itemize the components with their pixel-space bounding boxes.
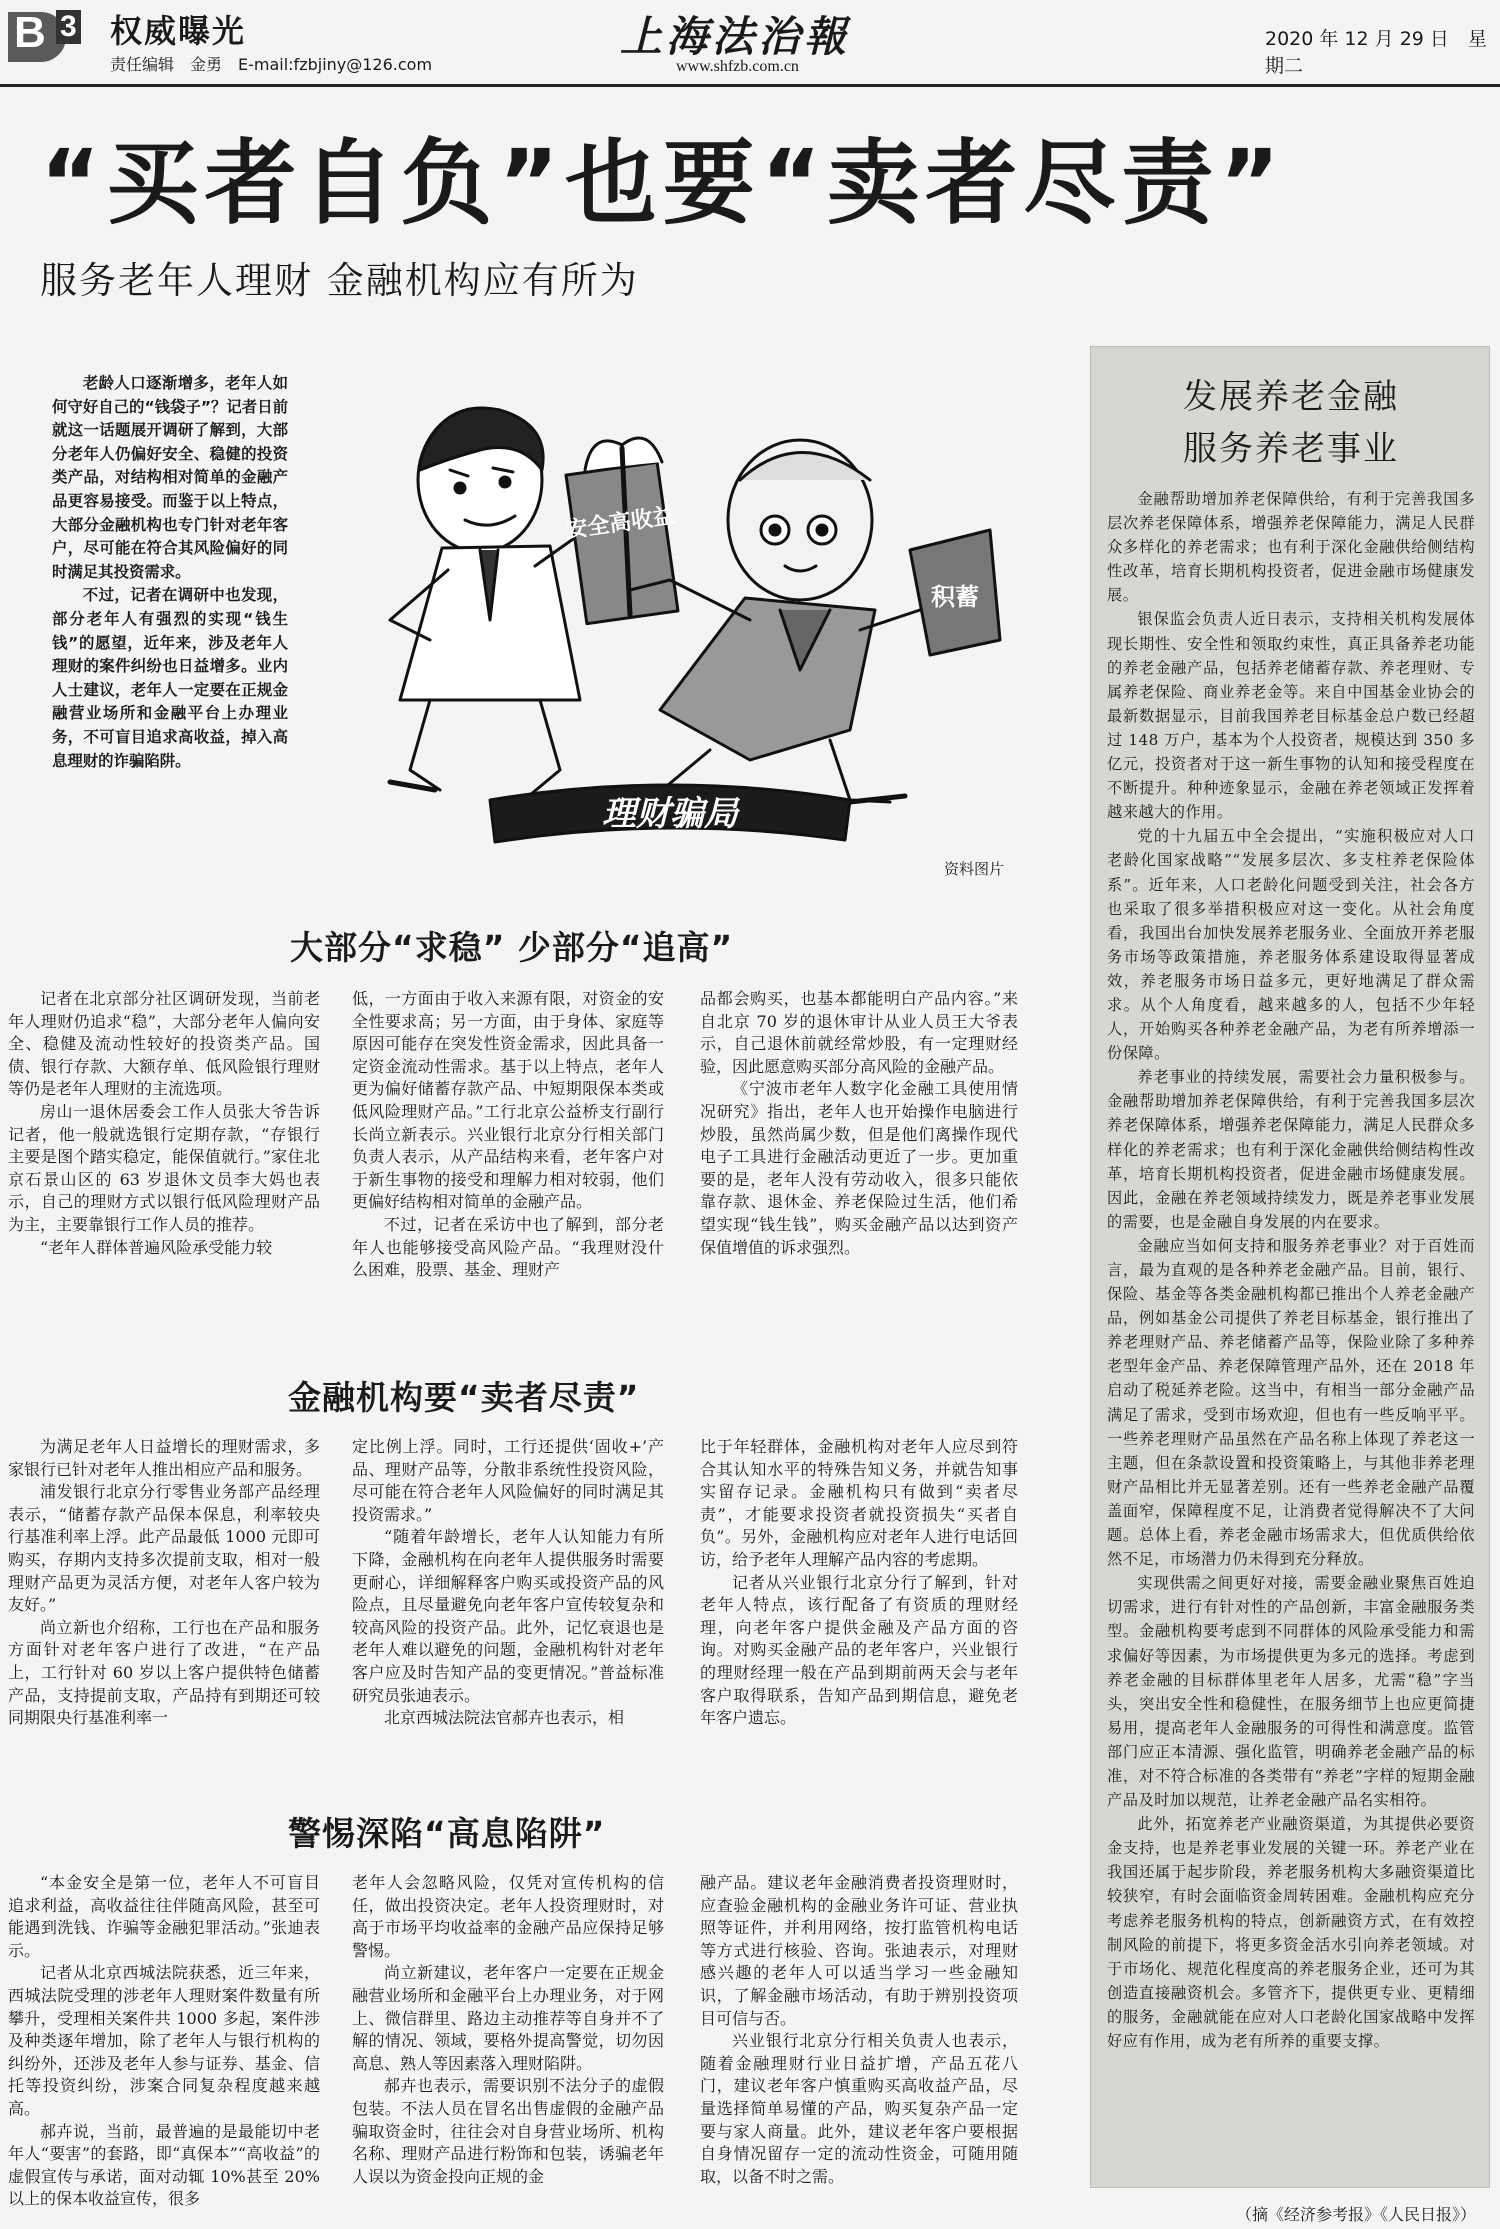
issue-date: 2020 年 12 月 29 日 星期二 [1265, 28, 1487, 77]
sidebar-body [1107, 487, 1475, 2177]
article-column [352, 988, 664, 1318]
article-column [8, 1436, 320, 1780]
section-title: 权威曝光 [110, 12, 247, 50]
body-paragraph: 低，一方面由于收入来源有限，对资金的安全性要求高；另一方面，由于身体、家庭等原因可能存在突发性资金需求，因此具备一定资金流动性需求。基于以上特点，老年人更为偏好储蓄存款产品、中短期限保本类或低风险理财产品。”工行北京公益桥支行副行长尚立新表示。兴业银行北京分行相关部门负责人表示，从产品结构来看，老年客户对于新生事物的接受和理解力相对较弱，他们更偏好结构相对简单的金融产品。 [352, 989, 664, 1212]
editor-line: 责任编辑 金勇 E-mail:fzbjiny@126.com [110, 55, 433, 74]
sidebar-title-line: 发展养老金融 [1183, 377, 1399, 417]
sidebar-paragraph: 金融帮助增加养老保障供给，有利于完善我国多层次养老保障体系，增强养老保障能力，满足人民群众多样化的养老需求；也有利于深化金融供给侧结构性改革，培育长期机构投资者，促进金融市场健康发展。 [1107, 490, 1475, 605]
article-column [700, 1436, 1018, 1780]
section-heading: 金融机构要“卖者尽责” [288, 1378, 640, 1417]
body-paragraph: “本金安全是第一位，老年人不可盲目追求利益，高收益往往伴随高风险，甚至可能遇到洗钱、诈骗等金融犯罪活动。”张迪表示。 [8, 1873, 320, 1960]
body-paragraph: 定比例上浮。同时，工行还提供‘固收+’产品、理财产品等，分散非系统性投资风险，尽可能在符合老年人风险偏好的同时满足其投资需求。” [352, 1437, 664, 1524]
body-paragraph: 融产品。建议老年金融消费者投资理财时，应查验金融机构的金融业务许可证、营业执照等证件，并利用网络，按打监管机构电话等方式进行核验、咨询。张迪表示，对理财感兴趣的老年人可以适当学习一些金融知识，了解金融市场活动，有助于辨别投资项目可信与否。 [700, 1873, 1018, 2028]
body-paragraph: 老年人会忽略风险，仅凭对宣传机构的信任，做出投资决定。老年人投资理财时，对高于市场平均收益率的金融产品应保持足够警惕。 [352, 1873, 664, 1960]
body-paragraph: 浦发银行北京分行零售业务部产品经理表示，“储蓄存款产品保本保息，利率较央行基准利率上浮。此产品最低 1000 元即可购买，存期内支持多次提前支取，相对一般理财产品更为灵活方便，对老年人客户较为友好。” [8, 1482, 320, 1615]
body-paragraph: 兴业银行北京分行相关负责人也表示，随着金融理财行业日益扩增，产品五花八门，建议老年客户慎重购买高收益产品，尽量选择简单易懂的产品，购买复杂产品一定要与家人商量。此外，建议老年客户要根据自身情况留存一定的流动性资金，可随用随取，以备不时之需。 [700, 2031, 1018, 2186]
body-paragraph: 比于年轻群体，金融机构对老年人应尽到符合其认知水平的特殊告知义务，并就告知事实留存记录。金融机构只有做到“卖者尽责”，才能要求投资者就投资损失“买者自负”。另外，金融机构应对老年人进行电话回访，给予老年人理解产品内容的考虑期。 [700, 1437, 1018, 1569]
page-number-badge [8, 4, 98, 60]
intro-text [52, 372, 288, 773]
sidebar-paragraph: 银保监会负责人近日表示，支持相关机构发展体现长期性、安全性和领取约束性，真正具备养老功能的养老金融产品，包括养老储蓄存款、养老理财、专属养老保险、商业养老金等。来自中国基金业协会的最新数据显示，目前我国养老目标基金总户数已经超过 148 万户，基本为个人投资者，规模达到 350 多亿元，投资者对于这一新生事物的认知和接受程度在不断提升。种种迹象显示，金融在养老领域正发挥着越来越大的作用。 [1107, 610, 1475, 822]
subheadline: 服务老年人理财 金融机构应有所为 [40, 259, 639, 302]
sidebar-paragraph: 党的十九届五中全会提出，“实施积极应对人口老龄化国家战略”“发展多层次、多支柱养老保险体系”。近年来，人口老龄化问题受到关注，社会各方也采取了很多举措积极应对这一变化。从社会角度看，我国出台加快发展养老服务业、全面放开养老服务市场等政策措施，养老服务体系建设取得显著成效，养老服务市场日益多元，更好地满足了群众需求。从个人角度看，越来越多的人，包括不少年轻人，开始购买各种养老金融产品，为老有所养增添一份保障。 [1107, 827, 1475, 1063]
newspaper-name: 上海法治報 [620, 12, 851, 61]
body-paragraph: 不过，记者在采访中也了解到，部分老年人也能够接受高风险产品。“我理财没什么困难，股票、基金、理财产 [352, 1214, 664, 1280]
body-paragraph: “随着年龄增长，老年人认知能力有所下降，金融机构在向老年人提供服务时需要更耐心，详细解释客户购买或投资产品的风险点，且尽量避免向老年客户宣传较复杂和较高风险的投资产品。此外，记忆衰退也是老年人难以避免的问题，金融机构针对老年客户应及时告知产品的变更情况。”普益标准研究员张迪表示。 [352, 1527, 664, 1705]
cartoon-illustration [330, 370, 1020, 850]
body-paragraph: “老年人群体普遍风险承受能力较 [40, 1237, 273, 1257]
body-paragraph: 为满足老年人日益增长的理财需求，多家银行已针对老年人推出相应产品和服务。 [8, 1437, 320, 1479]
banner-label: 理财骗局 [602, 794, 738, 834]
article-column [352, 1436, 664, 1780]
sidebar-title-line: 服务养老事业 [1183, 429, 1399, 469]
newspaper-url[interactable]: www.shfzb.com.cn [676, 58, 799, 75]
article-column [700, 1872, 1018, 2224]
page-number: 3 [56, 10, 81, 44]
sidebar-paragraph: 此外，拓宽养老产业融资渠道，为其提供必要资金支持，也是养老事业发展的关键一环。养老产业在我国还属于起步阶段，养老服务机构大多融资渠道比较狭窄，有时会面临资金周转困难。金融机构应充分考虑养老服务机构的特点，创新融资方式，在有效控制风险的前提下，将更多资金活水引向养老领域。对于市场化、规范化程度高的养老服务企业，还可为其创造直接融资机会。多管齐下，提供更专业、更精细的服务，金融就能在应对人口老龄化国家战略中发挥好应有作用，成为老有所养的重要支撑。 [1107, 1815, 1475, 2050]
article-column [700, 988, 1018, 1318]
image-caption: 资料图片 [944, 860, 1005, 878]
box-label: 安全高收益 [564, 503, 677, 544]
body-paragraph: 尚立新也介绍称，工行也在产品和服务方面针对老年客户进行了改进，“在产品上，工行针对 60 岁以上客户提供特色储蓄产品，支持提前支取，产品持有到期还可较同期限央行基准利率一 [8, 1617, 320, 1728]
body-paragraph: 尚立新建议，老年客户一定要在正规金融营业场所和金融平台上办理业务，对于网上、微信群里、路边主动推荐等自身并不了解的情况、领域，要格外提高警觉，切勿因高息、熟人等因素落入理财陷阱。 [352, 1963, 664, 2073]
article-column [8, 1872, 320, 2224]
body-paragraph: 房山一退休居委会工作人员张大爷告诉记者，他一般就选银行定期存款，“存银行主要是图个踏实稳定，能保值就行。”家住北京石景山区的 63 岁退休文员李大妈也表示，自己的理财方式以银行低风险理财产品为主，主要靠银行工作人员的推荐。 [8, 1101, 320, 1234]
section-heading: 警惕深陷“高息陷阱” [288, 1814, 606, 1853]
sidebar-commentary [1090, 346, 1490, 2188]
article-column [8, 988, 320, 1318]
headline: “买者自负”也要“卖者尽责” [40, 130, 1286, 237]
article-column [352, 1872, 664, 2224]
body-paragraph: 记者从兴业银行北京分行了解到，针对老年人特点，该行配备了有资质的理财经理，向老年客户提供金融及产品方面的咨询。对购买金融产品的老年客户，兴业银行的理财经理一般在产品到期前两天会与老年客户取得联系，告知产品到期信息，避免老年客户遗忘。 [700, 1572, 1018, 1728]
page-letter: B [14, 8, 46, 57]
jar-label: 积蓄 [931, 583, 979, 611]
body-paragraph: 记者从北京西城法院获悉，近三年来，西城法院受理的涉老年人理财案件数量有所攀升，受理相关案件共 1000 多起，案件涉及种类逐年增加，除了老年人与银行机构的纠纷外，还涉及老年人参与证券、基金、信托等投资纠纷，涉案合同复杂程度越来越高。 [8, 1963, 320, 2118]
masthead-rule [0, 84, 1500, 87]
intro-paragraph: 不过，记者在调研中也发现，部分老年人有强烈的实现“钱生钱”的愿望，近年来，涉及老年人理财的案件纠纷也日益增多。业内人士建议，老年人一定要在正规金融营业场所和金融平台上办理业务，不可盲目追求高收益，掉入高息理财的诈骗陷阱。 [52, 586, 288, 770]
source-attribution: （摘《经济参考报》《人民日报》） [1236, 2205, 1477, 2224]
section-heading: 大部分“求稳” 少部分“追高” [290, 928, 734, 967]
body-paragraph: 记者在北京部分社区调研发现，当前老年人理财仍追求“稳”，大部分老年人偏向安全、稳健及流动性较好的投资类产品。国债、银行存款、大额存单、低风险银行理财等仍是老年人理财的主流选项。 [8, 989, 320, 1099]
intro-paragraph: 老龄人口逐渐增多，老年人如何守好自己的“钱袋子”？记者日前就这一话题展开调研了解到，大部分老年人仍偏好安全、稳健的投资类产品，对结构相对简单的金融产品更容易接受。而鉴于以上特点，大部分金融机构也专门针对老年客户，尽可能在符合其风险偏好的同时满足其投资需求。 [52, 374, 288, 581]
body-paragraph: 品都会购买，也基本都能明白产品内容。”来自北京 70 岁的退休审计从业人员王大爷表示，自己退休前就经常炒股，有一定理财经验，因此愿意购买部分高风险的金融产品。 [700, 989, 1018, 1076]
body-paragraph: 北京西城法院法官郝卉也表示，相 [384, 1708, 625, 1728]
sidebar-paragraph: 实现供需之间更好对接，需要金融业聚焦百姓迫切需求，进行有针对性的产品创新，丰富金融服务类型。金融机构要考虑到不同群体的风险承受能力和需求偏好等因素，为市场提供更为多元的选择。考虑到养老金融的目标群体里老年人居多，尤需“稳”字当头，突出安全性和稳健性，在服务细节上也应更简捷易用，提高老年人金融服务的可得性和满意度。监管部门应正本清源、强化监管，明确养老金融产品的标准，对不符合标准的各类带有“养老”字样的短期金融产品及时加以规范，让养老金融产品名实相符。 [1107, 1574, 1475, 1810]
body-paragraph: 郝卉也表示，需要识别不法分子的虚假包装。不法人员在冒名出售虚假的金融产品骗取资金时，往往会对自身营业场所、机构名称、理财产品进行粉饰和包装，诱骗老年人误以为资金投向正规的金 [352, 2076, 664, 2186]
sidebar-paragraph: 金融应当如何支持和服务养老事业？对于百姓而言，最为直观的是各种养老金融产品。目前，银行、保险、基金等各类金融机构都已推出个人养老金融产品，例如基金公司提供了养老目标基金，银行推出了养老理财产品、养老储蓄产品等，保险业除了多种养老型年金产品、养老保障管理产品外，还在 2018 年启动了税延养老险。这当中，有相当一部分金融产品满足了需求，受到市场欢迎，但也有一些反响平平。一些养老理财产品虽然在产品名称上体现了养老这一主题，但在条款设置和投资策略上，与其他非养老理财产品相比并无显著差别。还有一些养老金融产品覆盖面窄，保障程度不足，让消费者觉得解决不了大问题。总体上看，养老金融市场需求大，但优质供给依然不足，市场潜力仍未得到充分释放。 [1107, 1236, 1475, 1569]
sidebar-paragraph: 养老事业的持续发展，需要社会力量积极参与。金融帮助增加养老保障供给，有利于完善我国多层次养老保障体系，增强养老保障能力，满足人民群众多样化的养老需求；也有利于深化金融供给侧结构性改革，培育长期机构投资者，促进金融市场健康发展。因此，金融在养老领域持续发力，既是养老事业发展的需要，也是金融自身发展的内在要求。 [1107, 1068, 1475, 1231]
body-paragraph: 《宁波市老年人数字化金融工具使用情况研究》指出，老年人也开始操作电脑进行炒股，虽然尚属少数，但是他们离操作现代电子工具进行金融活动更近了一步。更加重要的是，老年人没有劳动收入，很多只能依靠存款、退休金、养老保险过生活，他们希望实现“钱生钱”，购买金融产品以达到资产保值增值的诉求强烈。 [700, 1079, 1018, 1257]
body-paragraph: 郝卉说，当前，最普遍的是最能切中老年人“要害”的套路，即“真保本”“高收益”的虚假宣传与承诺，面对动辄 10%甚至 20%以上的保本收益宣传，很多 [8, 2121, 320, 2209]
